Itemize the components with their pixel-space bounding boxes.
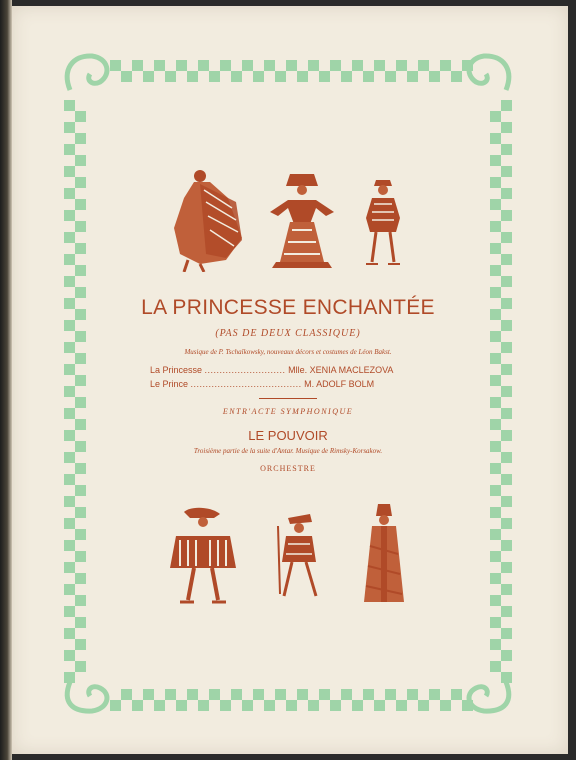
page-title: LA PRINCESSE ENCHANTÉE bbox=[141, 296, 435, 319]
costume-figure-cloak-icon bbox=[170, 168, 246, 272]
performer-name: M. ADOLF BOLM bbox=[304, 379, 375, 389]
second-title: LE POUVOIR bbox=[248, 428, 328, 443]
entracte-heading: ENTR'ACTE SYMPHONIQUE bbox=[222, 407, 354, 416]
costume-figure-sage-icon bbox=[360, 502, 408, 606]
costume-figure-princess-icon bbox=[266, 172, 338, 268]
section-divider bbox=[259, 398, 317, 399]
orchestra-label: ORCHESTRE bbox=[260, 464, 316, 473]
second-credits: Troisième partie de la suite d'Antar. Musique de Rimsky-Korsakow. bbox=[193, 447, 383, 455]
leader-dots: ........................... bbox=[204, 365, 286, 375]
cast-row bbox=[150, 365, 430, 375]
costume-figure-jester-icon bbox=[272, 514, 326, 600]
role-name: La Princesse bbox=[150, 365, 203, 375]
performer-name: Mlle. XENIA MACLEZOVA bbox=[288, 365, 394, 375]
ballet-subtitle: (PAS DE DEUX CLASSIQUE) bbox=[215, 328, 361, 339]
costume-figure-page-icon bbox=[358, 178, 408, 266]
role-name: Le Prince bbox=[150, 379, 189, 389]
music-credits: Musique de P. Tschaïkowsky, nouveaux décors et costumes de Léon Bakst. bbox=[184, 348, 392, 356]
costume-figure-cavalier-icon bbox=[166, 506, 240, 606]
leader-dots: ..................................... bbox=[190, 379, 302, 389]
cast-row bbox=[150, 379, 430, 389]
